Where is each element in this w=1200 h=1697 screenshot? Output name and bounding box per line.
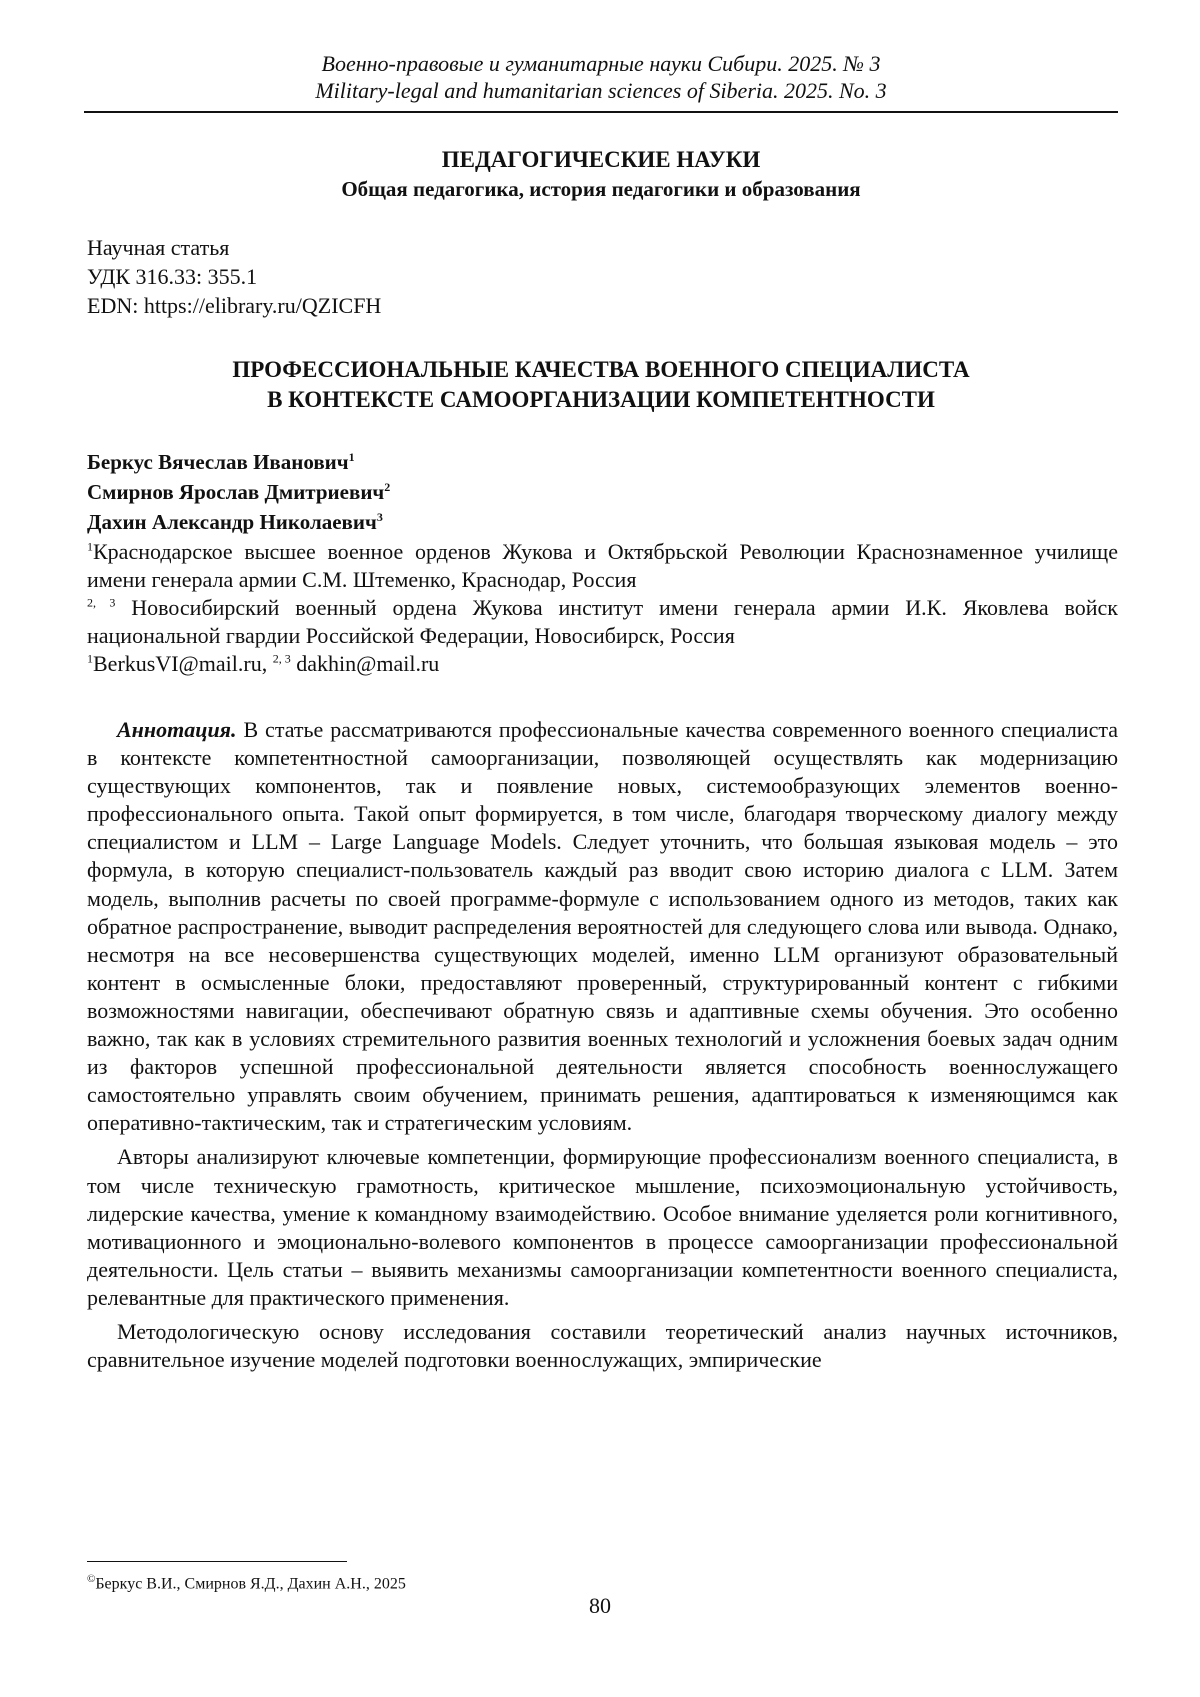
affiliation-mark: 1 <box>87 539 93 554</box>
email-link-2[interactable]: dakhin@mail.ru <box>290 651 440 676</box>
footnote-divider <box>87 1561 347 1562</box>
author-item <box>87 447 390 477</box>
author-name: Дахин Александр Николаевич <box>87 510 377 534</box>
email-link-1[interactable]: BerkusVI@mail.ru, <box>93 651 273 676</box>
journal-title-ru: Военно-правовые и гуманитарные науки Сибири. 2025. № 3 <box>321 51 881 76</box>
contact-emails <box>87 650 1118 678</box>
author-name: Смирнов Ярослав Дмитриевич <box>87 480 385 504</box>
article-type: Научная статья <box>87 235 230 260</box>
abstract-label: Аннотация. <box>117 717 237 742</box>
affiliation-text: Краснодарское высшее военное орденов Жукова и Октябрьской Революции Краснознаменное училище имени генерала армии С.М. Штеменко, Краснодар, Россия <box>87 539 1118 592</box>
author-name: Беркус Вячеслав Иванович <box>87 450 349 474</box>
abstract <box>87 716 1118 1380</box>
section-heading <box>84 145 1118 203</box>
copyright-text: Беркус В.И., Смирнов Я.Д., Дахин А.Н., 2025 <box>95 1575 406 1593</box>
author-mark: 3 <box>376 510 383 524</box>
affiliations <box>87 538 1118 678</box>
header-divider <box>84 111 1118 113</box>
affiliation-text: Новосибирский военный ордена Жукова институт имени генерала армии И.К. Яковлева войск национальной гвардии Российской Федерации, Новосибирск, Россия <box>87 595 1118 648</box>
copyright-mark: © <box>87 1573 96 1585</box>
abstract-paragraph-1 <box>87 716 1118 1137</box>
article-meta <box>87 233 381 320</box>
abstract-paragraph-3: Методологическую основу исследования составили теоретический анализ научных источников, сравнительное изучение моделей подготовки военнослужащих, эмпирические <box>87 1318 1118 1373</box>
article-title <box>84 355 1118 415</box>
author-mark: 1 <box>348 450 355 464</box>
affiliation-1 <box>87 538 1118 594</box>
section-subtitle: Общая педагогика, история педагогики и образования <box>341 177 861 201</box>
author-mark: 2 <box>384 480 391 494</box>
author-item <box>87 507 390 537</box>
udc-code: УДК 316.33: 355.1 <box>87 264 258 289</box>
affiliation-mark: 2, 3 <box>87 595 116 610</box>
email-mark: 2, 3 <box>272 651 291 666</box>
copyright-footnote <box>87 1569 406 1594</box>
running-header <box>84 50 1118 104</box>
journal-title-en: Military-legal and humanitarian sciences of Siberia. 2025. No. 3 <box>315 78 887 103</box>
section-title: ПЕДАГОГИЧЕСКИЕ НАУКИ <box>441 147 761 172</box>
page-number: 80 <box>589 1593 611 1618</box>
abstract-paragraph-2: Авторы анализируют ключевые компетенции, формирующие профессионализм военного специалиста, в том числе техническую грамотность, критическое мышление, психоэмоциональную устойчивость, лидерские качества, умение к командному взаимодействию. Особое внимание уделяется роли когнитивного, мотивационного и эмоционально-волевого компонентов в процессе самоорганизации профессиональной деятельности. Цель статьи – выявить механизмы самоорганизации компетентности военного специалиста, релевантные для практического применения. <box>87 1144 1118 1310</box>
article-title-line-2: В КОНТЕКСТЕ САМООРГАНИЗАЦИИ КОМПЕТЕНТНОСТИ <box>267 387 935 412</box>
affiliation-2 <box>87 594 1118 650</box>
author-item <box>87 477 390 507</box>
email-mark: 1 <box>87 651 93 666</box>
abstract-text: В статье рассматриваются профессиональные качества современного военного специалиста в контексте компетентностной самоорганизации, позволяющей осуществлять как модернизацию существующих компонентов, так и появление новых, системообразующих элементов военно-профессионального опыта. Такой опыт формируется, в том числе, благодаря творческому диалогу между специалистом и LLM – Large Language Models. Следует уточнить, что большая языковая модель – это формула, в которую специалист-пользователь каждый раз вводит свою историю диалога с LLM. Затем модель, выполнив расчеты по своей программе-формуле с использованием одного из методов, таких как обратное распространение, выводит распределения вероятностей для следующего слова или вывода. Однако, несмотря на все несовершенства существующих моделей, именно LLM организуют образовательный контент в осмысленные блоки, предоставляют проверенный, структурированный контент с гибкими возможностями навигации, обеспечивают обратную связь и адаптивные схемы обучения. Это особенно важно, так как в условиях стремительного развития военных технологий и усложнения боевых задач одним из факторов успешной профессиональной деятельности является способность военнослужащего самостоятельно управлять своим обучением, принимать решения, адаптироваться к изменяющимся как оперативно-тактическим, так и стратегическим условиям. <box>87 717 1118 1136</box>
author-list <box>87 447 390 537</box>
article-title-line-1: ПРОФЕССИОНАЛЬНЫЕ КАЧЕСТВА ВОЕННОГО СПЕЦИАЛИСТА <box>232 357 970 382</box>
edn-link[interactable]: EDN: https://elibrary.ru/QZICFH <box>87 293 382 318</box>
